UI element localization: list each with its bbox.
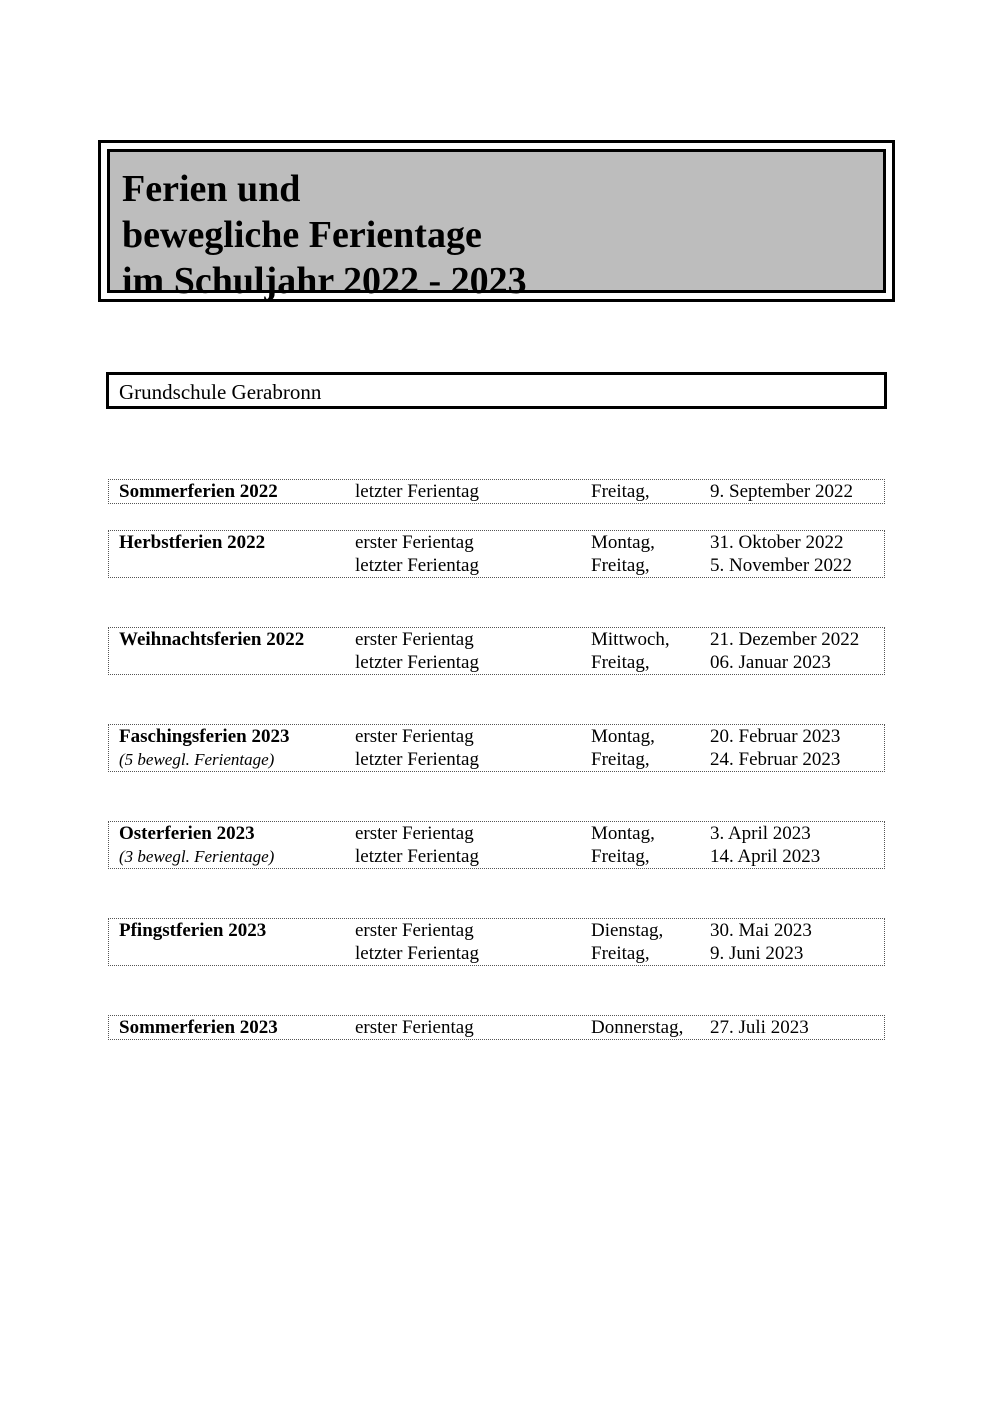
date: 27. Juli 2023 — [710, 1017, 809, 1038]
holiday-name: Sommerferien 2023 — [119, 1017, 278, 1038]
day-label: letzter Ferientag — [355, 481, 479, 502]
weekday: Freitag, — [591, 481, 650, 502]
weekday: Mittwoch, — [591, 629, 670, 650]
holiday-name: Weihnachtsferien 2022 — [119, 629, 305, 650]
date: 06. Januar 2023 — [710, 652, 831, 673]
weekday: Montag, — [591, 823, 655, 844]
date: 14. April 2023 — [710, 846, 821, 867]
holiday-name: Osterferien 2023 — [119, 823, 255, 844]
holiday-block-osterferien-2023 — [108, 821, 885, 869]
holiday-row — [109, 822, 884, 845]
day-label: letzter Ferientag — [355, 555, 479, 576]
weekday: Freitag, — [591, 652, 650, 673]
page-title-line-1: Ferien und — [122, 168, 301, 210]
holiday-row — [109, 845, 884, 868]
holiday-row — [109, 942, 884, 965]
school-name: Grundschule Gerabronn — [106, 372, 887, 409]
holiday-row — [109, 628, 884, 651]
holiday-row — [109, 748, 884, 771]
holiday-name: Sommerferien 2022 — [119, 481, 278, 502]
date: 31. Oktober 2022 — [710, 532, 844, 553]
date: 3. April 2023 — [710, 823, 811, 844]
day-label: erster Ferientag — [355, 629, 474, 650]
day-label: erster Ferientag — [355, 726, 474, 747]
weekday: Freitag, — [591, 846, 650, 867]
date: 30. Mai 2023 — [710, 920, 812, 941]
weekday: Montag, — [591, 726, 655, 747]
day-label: erster Ferientag — [355, 920, 474, 941]
page-title-line-3: im Schuljahr 2022 - 2023 — [122, 260, 527, 302]
weekday: Donnerstag, — [591, 1017, 684, 1038]
holiday-row — [109, 725, 884, 748]
holiday-row — [109, 531, 884, 554]
day-label: erster Ferientag — [355, 823, 474, 844]
holiday-row — [109, 554, 884, 577]
date: 9. September 2022 — [710, 481, 854, 502]
day-label: letzter Ferientag — [355, 652, 479, 673]
day-label: letzter Ferientag — [355, 846, 479, 867]
holiday-block-sommerferien-2022 — [108, 479, 885, 504]
holiday-block-herbstferien-2022 — [108, 530, 885, 578]
holiday-block-pfingstferien-2023 — [108, 918, 885, 966]
date: 5. November 2022 — [710, 555, 852, 576]
holiday-name: Pfingstferien 2023 — [119, 920, 267, 941]
holiday-row — [109, 651, 884, 674]
holiday-row — [109, 1016, 884, 1039]
holiday-row — [109, 480, 884, 503]
day-label: erster Ferientag — [355, 1017, 474, 1038]
day-label: letzter Ferientag — [355, 749, 479, 770]
holiday-note: (3 bewegl. Ferientage) — [119, 847, 275, 866]
weekday: Dienstag, — [591, 920, 664, 941]
weekday: Freitag, — [591, 749, 650, 770]
date: 9. Juni 2023 — [710, 943, 804, 964]
weekday: Freitag, — [591, 943, 650, 964]
day-label: erster Ferientag — [355, 532, 474, 553]
date: 24. Februar 2023 — [710, 749, 841, 770]
holiday-note: (5 bewegl. Ferientage) — [119, 750, 275, 769]
date: 20. Februar 2023 — [710, 726, 841, 747]
weekday: Freitag, — [591, 555, 650, 576]
holiday-name: Herbstferien 2022 — [119, 532, 266, 553]
day-label: letzter Ferientag — [355, 943, 479, 964]
weekday: Montag, — [591, 532, 655, 553]
title-panel — [107, 149, 886, 302]
holiday-block-faschingsferien-2023 — [108, 724, 885, 772]
holiday-block-weihnachtsferien-2022 — [108, 627, 885, 675]
holiday-row — [109, 919, 884, 942]
holiday-block-sommerferien-2023 — [108, 1015, 885, 1040]
date: 21. Dezember 2022 — [710, 629, 860, 650]
page-title-line-2: bewegliche Ferientage — [122, 214, 482, 256]
holiday-name: Faschingsferien 2023 — [119, 726, 290, 747]
title-box — [98, 140, 895, 302]
